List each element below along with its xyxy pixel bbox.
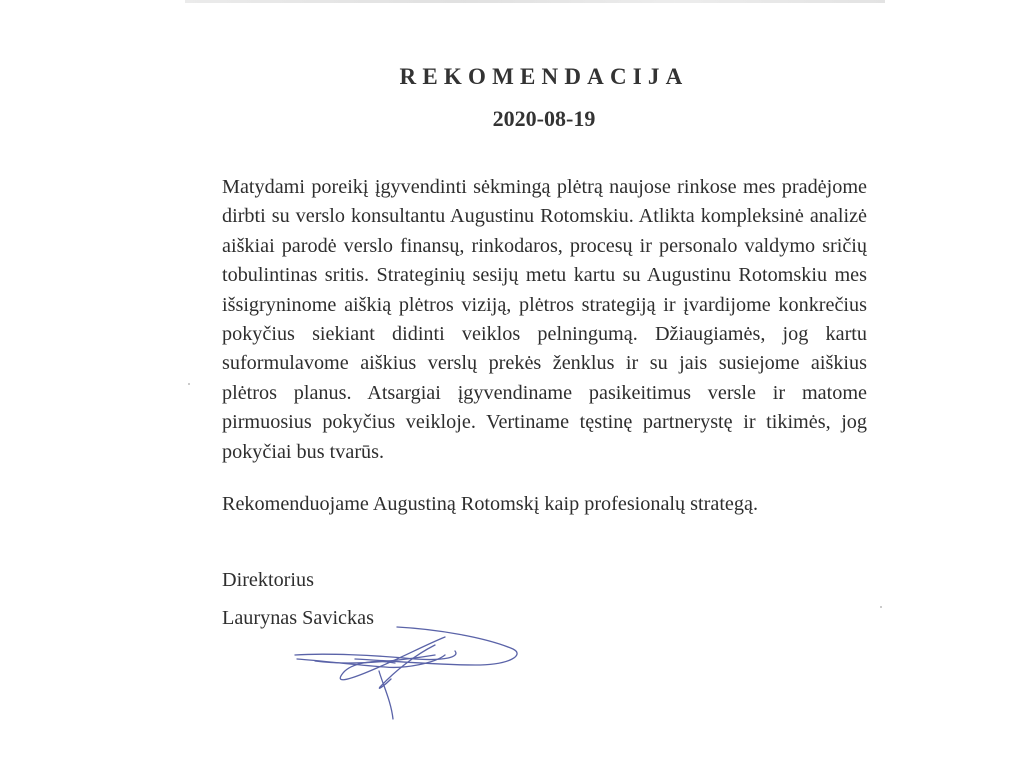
scan-top-edge [185,0,885,3]
signer-role: Direktorius [222,569,314,591]
signer-name: Laurynas Savickas [222,607,374,629]
scan-speck [188,383,190,385]
letter-title: REKOMENDACIJA [399,64,689,89]
scan-speck [880,606,882,608]
handwritten-signature [285,615,525,725]
letter-date: 2020-08-19 [492,106,596,131]
letter-closing-sentence: Rekomenduojame Augustiną Rotomskį kaip profesionalų strategą. [222,493,758,515]
letter-body-paragraph: Matydami poreikį įgyvendinti sėkmingą plėtrą naujose rinkose mes pradėjome dirbti su verslo konsultantu Augustinu Rotomskiu. Atlikta kompleksinė analizė aiškiai parodė verslo finansų, rinkodaros, procesų ir personalo valdymo sričių tobulintinas sritis. Strateginių sesijų metu kartu su Augustinu Rotomskiu mes išsigryninome aiškią plėtros viziją, plėtros strategiją ir įvardijome konkrečius pokyčius siekiant didinti veiklos pelningumą. Džiaugiamės, jog kartu suformulavome aiškius verslų prekės ženklus ir su jais susiejome aiškius plėtros planus. Atsargiai įgyvendiname pasikeitimus versle ir matome pirmuosius pokyčius veikloje. Vertiname tęstinę partnerystę ir tikimės, jog pokyčiai bus tvarūs. [222,176,867,463]
